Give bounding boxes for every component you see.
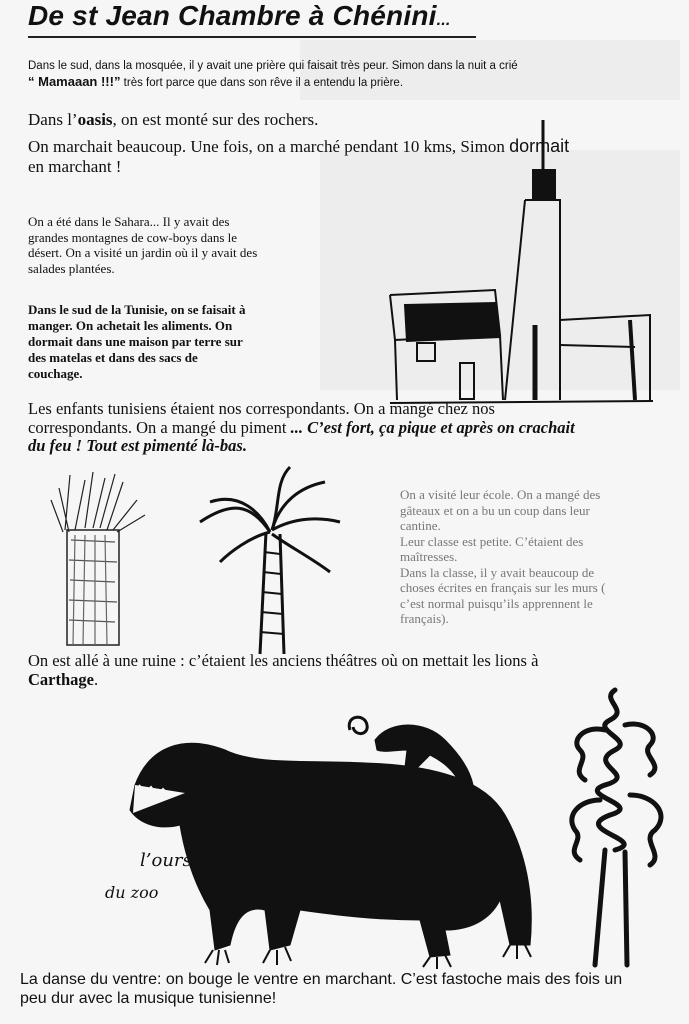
paragraph-tunisia-a1: Dans le sud de la Tunisie [28,302,165,317]
paragraph-school-l1: On a visité leur école. On a mangé des [400,487,601,502]
paragraph-belly-dance-l2: peu dur avec la musique tunisienne! [20,990,277,1007]
paragraph-school-l2: gâteaux et on a bu un coup dans leur [400,502,590,518]
page-title-dots: ... [436,12,451,29]
paragraph-sahara-l4: salades plantées. [28,260,115,276]
squiggle-tree-drawing [545,680,685,970]
oasis-word: oasis [77,110,113,129]
paragraph-tunisia-l4: des matelas et dans des sacs de [28,350,198,365]
paragraph-oasis [28,110,318,130]
piment-exclaim: ... C’est fort, ça pique et après on crachait [290,417,575,437]
bear-drawing [115,705,545,970]
mamaaan-shout: “ Mamaaan !!!” [28,74,121,89]
paragraph-walking-c: en marchant ! [28,157,122,176]
paragraph-sahara [28,214,328,276]
paragraph-tunisia-l2: manger. On achetait les aliments. On [28,318,233,333]
paragraph-sahara-l3: désert. On a visité un jardin où il y avait des [28,245,258,260]
bear-caption [105,850,192,904]
paragraph-correspondents-l2a: correspondants. On a mangé du piment [28,417,291,437]
paragraph-school-l6: Dans la classe, il y avait beaucoup de [400,564,595,580]
bear-caption-l2: du zoo [105,883,159,902]
paragraph-correspondents-l3: du feu ! Tout est pimenté là-bas. [28,436,247,455]
paragraph-oasis-post: , on est monté sur des rochers. [112,110,319,129]
dormait-word: dormait [509,136,570,156]
paragraph-mosque-line1: Dans le sud, dans la mosquée, il y avait une prière qui faisait très peur. Simon dans la nuit a crié [28,60,518,72]
paragraph-tunisia-a2: , on se faisait à [164,302,246,317]
paragraph-belly-dance [20,970,685,1008]
paragraph-mosque-line2: très fort parce que dans son rêve il a entendu la prière. [120,77,404,89]
paragraph-mosque [28,58,688,91]
bear-caption-l1: l’ours [140,850,192,871]
paragraph-school-l8: c’est normal puisqu’ils apprennent le [400,595,593,611]
paragraph-school-l4: Leur classe est petite. C’étaient des [400,533,584,549]
paragraph-walking-a: On marchait beaucoup. Une fois, on a marché pendant 10 kms, Simon [28,137,510,156]
bush-drawing [45,470,155,650]
paragraph-ruin-l1: On est allé à une ruine : c’étaient les anciens théâtres où on mettait les lions à [28,651,539,670]
paragraph-correspondents [28,400,688,456]
paragraph-tunisia-l3: dormait dans une maison par terre sur [28,334,243,349]
carthage-word: Carthage [28,669,94,689]
title-underline [28,36,476,38]
paragraph-belly-dance-l1: La danse du ventre: on bouge le ventre en marchant. C’est fastoche mais des fois un [20,971,623,988]
paragraph-school-l5: maîtresses. [400,549,458,564]
palm-tree-drawing [180,462,350,662]
page-title [28,0,451,32]
paragraph-tunisia-south [28,302,328,382]
page-title-text: De st Jean Chambre à Chénini [28,0,437,31]
paragraph-tunisia-l5: couchage. [28,366,83,381]
paragraph-sahara-l2: grandes montagnes de cow-boys dans le [28,229,238,245]
mosque-drawing [385,115,660,410]
paragraph-ruin-l2b: . [93,669,99,689]
paragraph-school [400,487,685,627]
paragraph-oasis-pre: Dans l’ [28,110,78,129]
paragraph-correspondents-l1: Les enfants tunisiens étaient nos correspondants. On a mangé chez nos [28,399,495,418]
paragraph-school-l3: cantine. [400,518,441,533]
paragraph-school-l7: choses écrites en français sur les murs ( [400,580,606,595]
paragraph-sahara-l1: On a été dans le Sahara... Il y avait des [28,214,230,229]
paragraph-school-l9: français). [400,611,449,626]
